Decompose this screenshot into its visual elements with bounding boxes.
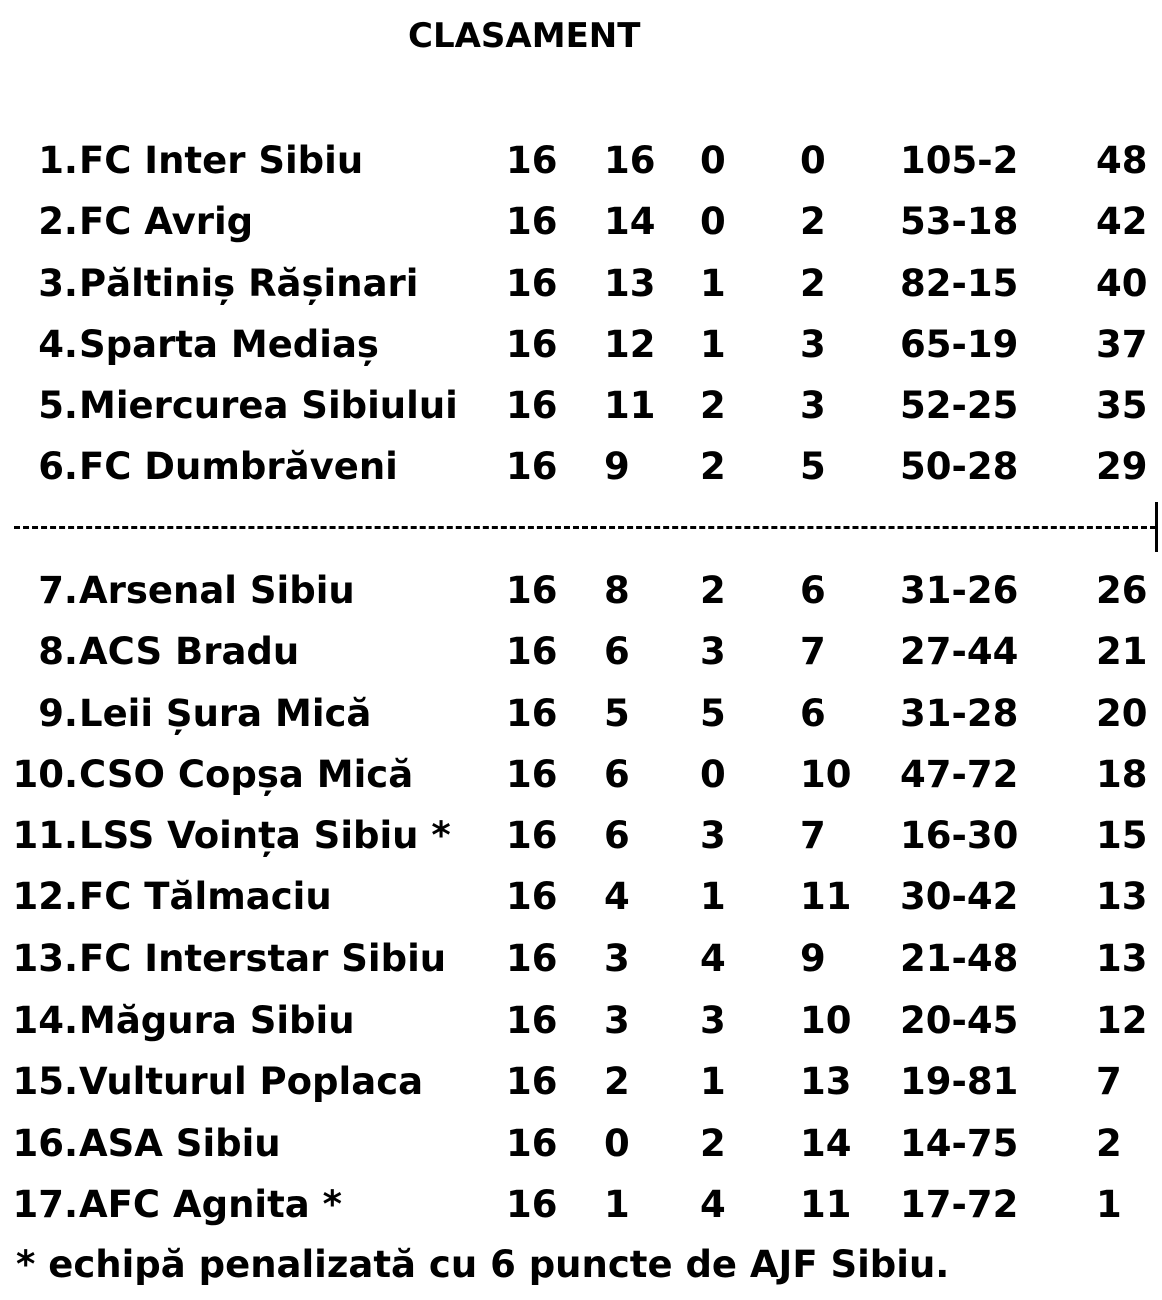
table-row [0,381,1162,431]
goal-difference: 30-42 [900,875,1019,918]
matches-played: 16 [506,139,558,182]
draws: 4 [700,937,726,980]
points: 35 [1096,384,1148,427]
points: 13 [1096,937,1148,980]
table-row [0,627,1162,677]
wins: 6 [604,814,630,857]
team-name: AFC Agnita * [79,1183,342,1226]
points: 26 [1096,569,1148,612]
losses: 11 [800,875,852,918]
team-name: LSS Voința Sibiu * [79,814,451,857]
wins: 3 [604,937,630,980]
position: 17. [12,1183,78,1226]
position: 11. [12,814,78,857]
losses: 9 [800,937,826,980]
table-row [0,996,1162,1046]
group-divider [14,526,1156,529]
goal-difference: 47-72 [900,753,1019,796]
team-name: Arsenal Sibiu [79,569,355,612]
matches-played: 16 [506,630,558,673]
goal-difference: 19-81 [900,1060,1019,1103]
matches-played: 16 [506,1060,558,1103]
losses: 2 [800,200,826,243]
goal-difference: 21-48 [900,937,1019,980]
position: 5. [38,384,78,427]
matches-played: 16 [506,445,558,488]
position: 3. [38,262,78,305]
goal-difference: 27-44 [900,630,1019,673]
table-row [0,750,1162,800]
points: 42 [1096,200,1148,243]
goal-difference: 31-28 [900,692,1019,735]
table-row [0,872,1162,922]
team-name: FC Inter Sibiu [79,139,364,182]
matches-played: 16 [506,692,558,735]
table-row [0,566,1162,616]
team-name: FC Tălmaciu [79,875,332,918]
draws: 4 [700,1183,726,1226]
wins: 14 [604,200,656,243]
position: 8. [38,630,78,673]
page-title: CLASAMENT [408,16,641,56]
penalty-footnote: * echipă penalizată cu 6 puncte de AJF Sibiu. [16,1243,950,1286]
losses: 10 [800,753,852,796]
draws: 2 [700,445,726,488]
goal-difference: 82-15 [900,262,1019,305]
points: 7 [1096,1060,1122,1103]
position: 7. [38,569,78,612]
losses: 2 [800,262,826,305]
table-row [0,136,1162,186]
losses: 13 [800,1060,852,1103]
wins: 11 [604,384,656,427]
draws: 0 [700,753,726,796]
table-row [0,1057,1162,1107]
position: 13. [12,937,78,980]
team-name: FC Avrig [79,200,254,243]
team-name: Sparta Mediaș [79,323,379,366]
matches-played: 16 [506,1122,558,1165]
position: 12. [12,875,78,918]
draws: 0 [700,139,726,182]
team-name: CSO Copșa Mică [79,753,414,796]
goal-difference: 17-72 [900,1183,1019,1226]
goal-difference: 16-30 [900,814,1019,857]
wins: 2 [604,1060,630,1103]
matches-played: 16 [506,937,558,980]
draws: 1 [700,262,726,305]
points: 21 [1096,630,1148,673]
wins: 1 [604,1183,630,1226]
draws: 5 [700,692,726,735]
table-row [0,689,1162,739]
wins: 16 [604,139,656,182]
losses: 7 [800,814,826,857]
matches-played: 16 [506,753,558,796]
draws: 3 [700,999,726,1042]
points: 1 [1096,1183,1122,1226]
wins: 3 [604,999,630,1042]
losses: 5 [800,445,826,488]
position: 1. [38,139,78,182]
draws: 1 [700,1060,726,1103]
draws: 1 [700,323,726,366]
wins: 9 [604,445,630,488]
points: 20 [1096,692,1148,735]
draws: 3 [700,814,726,857]
matches-played: 16 [506,384,558,427]
matches-played: 16 [506,323,558,366]
team-name: Păltiniș Rășinari [79,262,419,305]
matches-played: 16 [506,814,558,857]
losses: 7 [800,630,826,673]
wins: 6 [604,753,630,796]
matches-played: 16 [506,569,558,612]
team-name: Leii Șura Mică [79,692,372,735]
points: 40 [1096,262,1148,305]
position: 14. [12,999,78,1042]
points: 18 [1096,753,1148,796]
matches-played: 16 [506,1183,558,1226]
losses: 14 [800,1122,852,1165]
matches-played: 16 [506,875,558,918]
table-row [0,320,1162,370]
goal-difference: 20-45 [900,999,1019,1042]
goal-difference: 50-28 [900,445,1019,488]
goal-difference: 31-26 [900,569,1019,612]
goal-difference: 65-19 [900,323,1019,366]
goal-difference: 14-75 [900,1122,1019,1165]
points: 13 [1096,875,1148,918]
draws: 0 [700,200,726,243]
table-row [0,1180,1162,1230]
losses: 3 [800,323,826,366]
losses: 0 [800,139,826,182]
position: 6. [38,445,78,488]
table-row [0,1119,1162,1169]
table-row [0,442,1162,492]
losses: 3 [800,384,826,427]
points: 37 [1096,323,1148,366]
wins: 5 [604,692,630,735]
team-name: Măgura Sibiu [79,999,355,1042]
wins: 4 [604,875,630,918]
divider-end-mark [1155,502,1158,552]
wins: 8 [604,569,630,612]
goal-difference: 53-18 [900,200,1019,243]
wins: 0 [604,1122,630,1165]
matches-played: 16 [506,262,558,305]
team-name: ASA Sibiu [79,1122,281,1165]
wins: 6 [604,630,630,673]
points: 48 [1096,139,1148,182]
losses: 11 [800,1183,852,1226]
goal-difference: 105-2 [900,139,1019,182]
matches-played: 16 [506,200,558,243]
points: 15 [1096,814,1148,857]
points: 12 [1096,999,1148,1042]
table-row [0,811,1162,861]
draws: 2 [700,569,726,612]
draws: 3 [700,630,726,673]
team-name: ACS Bradu [79,630,300,673]
losses: 6 [800,569,826,612]
position: 10. [12,753,78,796]
draws: 1 [700,875,726,918]
team-name: Miercurea Sibiului [79,384,458,427]
position: 2. [38,200,78,243]
goal-difference: 52-25 [900,384,1019,427]
team-name: Vulturul Poplaca [79,1060,424,1103]
position: 16. [12,1122,78,1165]
points: 2 [1096,1122,1122,1165]
table-row [0,259,1162,309]
draws: 2 [700,1122,726,1165]
team-name: FC Interstar Sibiu [79,937,447,980]
team-name: FC Dumbrăveni [79,445,398,488]
losses: 10 [800,999,852,1042]
points: 29 [1096,445,1148,488]
position: 9. [38,692,78,735]
draws: 2 [700,384,726,427]
wins: 12 [604,323,656,366]
table-row [0,197,1162,247]
position: 4. [38,323,78,366]
position: 15. [12,1060,78,1103]
matches-played: 16 [506,999,558,1042]
wins: 13 [604,262,656,305]
losses: 6 [800,692,826,735]
table-row [0,934,1162,984]
